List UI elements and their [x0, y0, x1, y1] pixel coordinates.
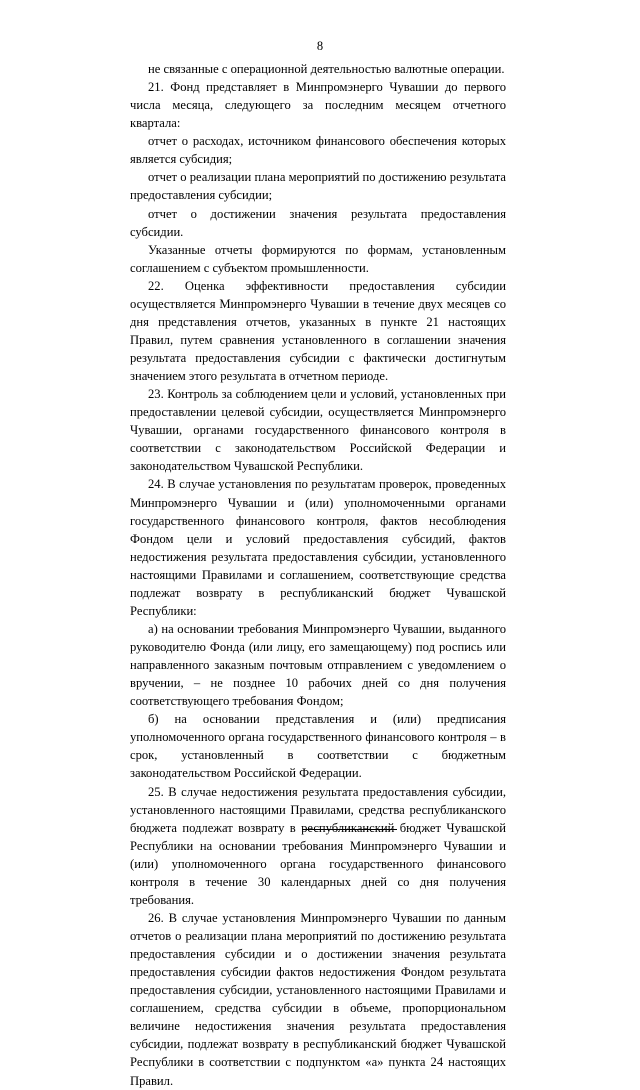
- paragraph-21-item-plan: отчет о реализации плана мероприятий по достижению результата предоставления субсидии;: [130, 170, 506, 203]
- paragraph-21-forms: Указанные отчеты формируются по формам, установленным соглашением с субъектом промышленности.: [130, 242, 506, 275]
- paragraph-23: 23. Контроль за соблюдением цели и условий, установленных при предоставлении целевой субсидии, осуществляется Минпромэнерго Чувашии, органами государственного финансового контроля в соответствии с законодательством Российской Федерации и законодательством Чувашской Республики.: [130, 387, 506, 474]
- paragraph-21-item-result: отчет о достижении значения результата предоставления субсидии.: [130, 206, 506, 239]
- paragraph-21: 21. Фонд представляет в Минпромэнерго Чувашии до первого числа месяца, следующего за последним месяцем отчетного квартала:: [130, 80, 506, 131]
- paragraph-continuation: не связанные с операционной деятельностью валютные операции.: [148, 62, 505, 76]
- paragraph-22: 22. Оценка эффективности предоставления субсидии осуществляется Минпромэнерго Чувашии в течение двух месяцев со дня представления отчетов, указанных в пункте 21 настоящих Правил, путем сравнения установленного в соглашении значения результата предоставления субсидии с фактически достигнутым значением этого результата в отчетном периоде.: [130, 278, 506, 384]
- paragraph-21-item-expenses: отчет о расходах, источником финансового обеспечения которых является субсидия;: [130, 134, 506, 167]
- paragraph-24-item-b: б) на основании представления и (или) предписания уполномоченного органа государственного финансового контроля – в срок, установленный в соответствии с бюджетным законодательством Российской Федерации.: [130, 712, 506, 781]
- paragraph-25: 25. В случае недостижения результата предоставления субсидии, установленного настоящими Правилами, средства республиканского бюджета подлежат возврату в республиканский бюджет Чувашской Республики на основании требования Минпромэнерго Чувашии и (или) уполномоченного органа государственного финансового контроля в течение 30 календарных дней со дня получения требования.: [130, 784, 506, 907]
- footer-divider: [302, 829, 397, 830]
- page-number: 8: [316, 39, 324, 53]
- paragraph-24-item-a: а) на основании требования Минпромэнерго Чувашии, выданного руководителю Фонда (или лицу, его замещающему) под роспись или направленного заказным почтовым отправлением с уведомлением о вручении, – не позднее 10 рабочих дней со дня получения соответствующего требования Фондом;: [130, 621, 506, 709]
- paragraph-26: 26. В случае установления Минпромэнерго Чувашии по данным отчетов о реализации плана мероприятий по достижению результата предоставления субсидии и о достижении значения результата предоставления субсидии фактов недостижения Фондом результата предоставления субсидии, установленного настоящими Правилами и соглашением, средства субсидии в объеме, пропорциональном величине недостижения значения результата предоставления субсидии, подлежат возврату в республиканский бюджет Чувашской Республики в соответствии с подпунктом «а» пункта 24 настоящих Правил.: [130, 910, 506, 1088]
- document-body: [130, 60, 506, 1090]
- paragraph-24: 24. В случае установления по результатам проверок, проведенных Минпромэнерго Чувашии и (или) уполномоченными органами государственного финансового контроля, фактов несоблюдения Фондом цели и условий предоставления субсидий, фактов недостижения результата предоставления субсидии, установленного настоящими Правилами и соглашением, соответствующие средства подлежат возврату в республиканский бюджет Чувашской Республики:: [130, 477, 506, 618]
